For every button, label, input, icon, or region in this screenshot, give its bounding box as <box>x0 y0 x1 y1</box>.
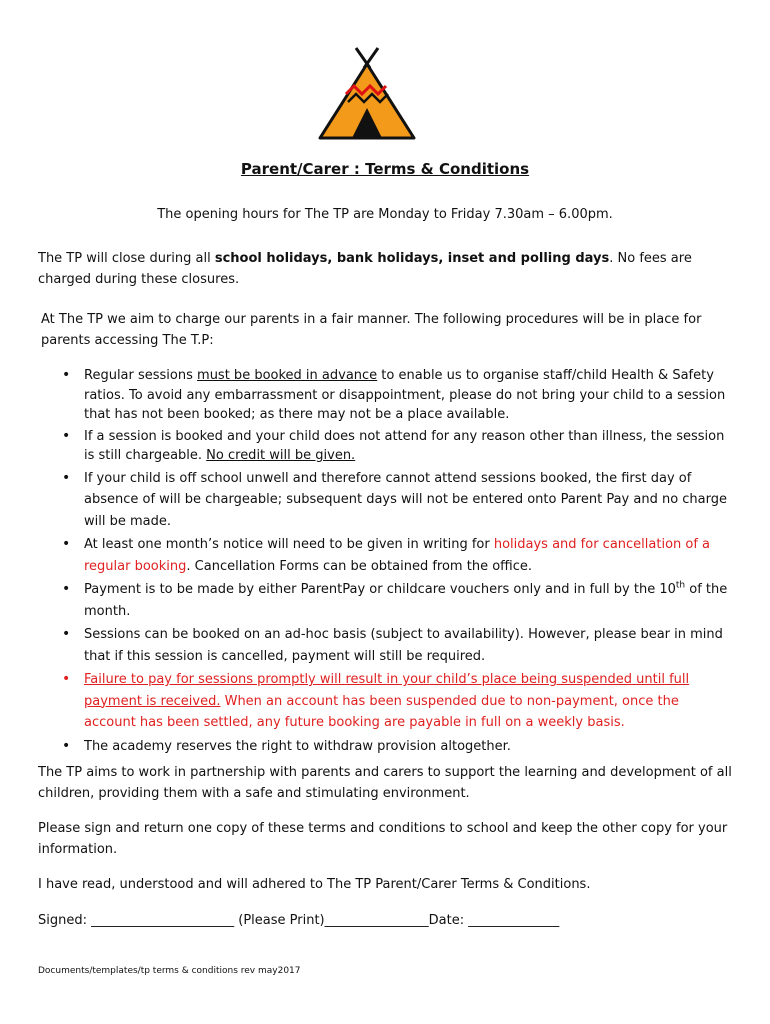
list-item <box>58 624 730 667</box>
rule-text: If a session is booked and your child does not attend for any reason other than illness, the session is still chargeable. <box>84 428 725 463</box>
procedures-list <box>58 366 730 759</box>
partnership-paragraph: The TP aims to work in partnership with parents and carers to support the learning and development of all children, providing them with a safe and stimulating environment. <box>38 765 732 801</box>
rule-underline: No credit will be given. <box>206 448 356 463</box>
rule-text: At least one month’s notice will need to be given in writing for <box>84 537 494 552</box>
closure-prefix: The TP will close during all <box>38 251 215 266</box>
rule-text: If your child is off school unwell and therefore cannot attend sessions booked, the first day of absence of will be chargeable; subsequent days will not be entered onto Parent Pay and no charge will be made. <box>84 470 728 529</box>
rule-text: Payment is to be made by either ParentPay or childcare vouchers only and in full by the 10 <box>84 582 676 597</box>
list-item <box>58 534 730 577</box>
list-item <box>58 468 730 533</box>
intro-paragraph: At The TP we aim to charge our parents in a fair manner. The following procedures will be in place for parents accessing The T.P: <box>41 312 702 348</box>
page-title: Parent/Carer : Terms & Conditions <box>240 160 530 178</box>
rule-text: to enable us to organise staff/child Health & Safety ratios. To avoid any embarrassment or disappointment, please do not bring your child to a session that has not been booked; as there may not be a place available. <box>84 368 726 422</box>
list-item <box>58 579 730 622</box>
agreement-paragraph: I have read, understood and will adhered to The TP Parent/Carer Terms & Conditions. <box>38 877 591 892</box>
list-item <box>58 736 730 758</box>
signature-line[interactable]: Signed: ______________________ (Please Print)________________Date: ______________ <box>38 913 560 928</box>
opening-hours: The opening hours for The TP are Monday to Friday 7.30am – 6.00pm. <box>157 207 613 222</box>
return-copy-paragraph: Please sign and return one copy of these terms and conditions to school and keep the other copy for your information. <box>38 821 728 857</box>
rule-red: holidays and for cancellation of a regular booking <box>84 537 711 574</box>
closure-suffix: . No fees are charged during these closures. <box>38 251 692 287</box>
rule-text: of the month. <box>84 582 728 619</box>
rule-text: When an account has been suspended due to non-payment, once the account has been settled, any future booking are payable in full on a weekly basis. <box>84 693 679 730</box>
teepee-logo <box>312 44 422 144</box>
footer-path: Documents/templates/tp terms & conditions rev may2017 <box>38 966 301 976</box>
rule-superscript: th <box>675 580 686 591</box>
rule-text: The academy reserves the right to withdraw provision altogether. <box>84 738 511 754</box>
closure-days: school holidays, bank holidays, inset and polling days <box>214 251 610 266</box>
rule-text: Sessions can be booked on an ad-hoc basis (subject to availability). However, please bear in mind that if this session is cancelled, payment will still be required. <box>84 627 723 664</box>
rule-text: Regular sessions <box>84 368 198 383</box>
rule-underline: Failure to pay for sessions promptly will result in your child’s place being suspended until full payment is received. <box>84 672 690 709</box>
rule-text: . Cancellation Forms can be obtained from the office. <box>186 558 532 574</box>
closure-paragraph <box>38 248 738 290</box>
list-item <box>58 427 730 466</box>
list-item <box>58 366 730 425</box>
list-item <box>58 669 730 734</box>
rule-underline: must be booked in advance <box>197 368 378 383</box>
